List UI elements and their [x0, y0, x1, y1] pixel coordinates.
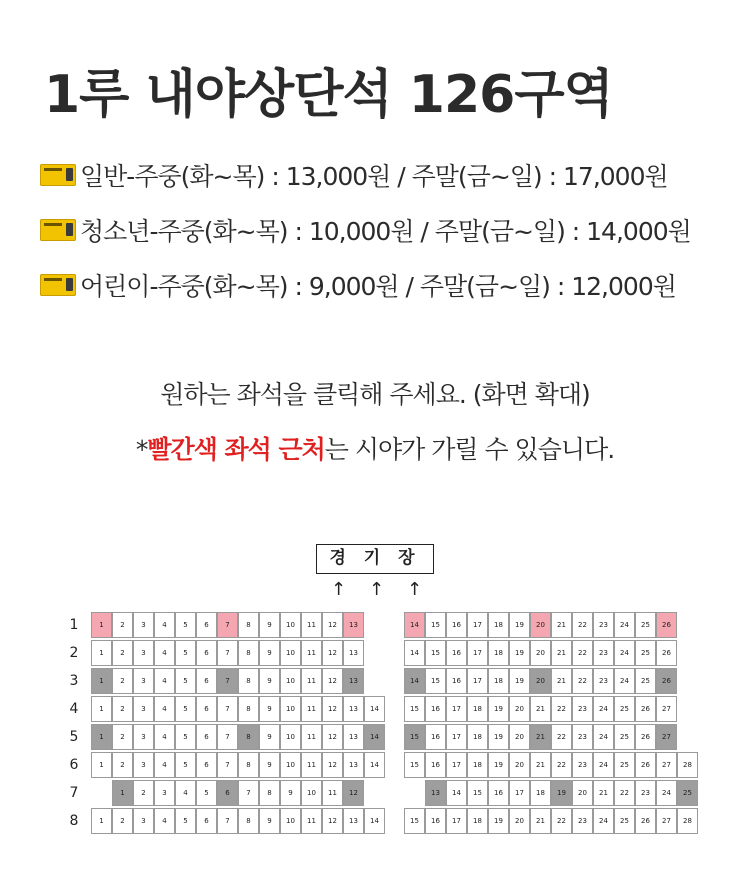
seat-7-4[interactable]: 4 — [175, 780, 196, 806]
seat-4-11[interactable]: 11 — [301, 696, 322, 722]
seat-1-26[interactable]: 26 — [656, 612, 677, 638]
seat-7-11[interactable]: 11 — [322, 780, 343, 806]
seat-8-5[interactable]: 5 — [175, 808, 196, 834]
seat-4-8[interactable]: 8 — [238, 696, 259, 722]
seat-4-5[interactable]: 5 — [175, 696, 196, 722]
seat-6-17[interactable]: 17 — [446, 752, 467, 778]
seat-5-4[interactable]: 4 — [154, 724, 175, 750]
seat-5-5[interactable]: 5 — [175, 724, 196, 750]
seat-5-16[interactable]: 16 — [425, 724, 446, 750]
seat-6-9[interactable]: 9 — [259, 752, 280, 778]
seat-6-15[interactable]: 15 — [404, 752, 425, 778]
seat-6-3[interactable]: 3 — [133, 752, 154, 778]
seat-6-2[interactable]: 2 — [112, 752, 133, 778]
seat-8-9[interactable]: 9 — [259, 808, 280, 834]
seat-7-16[interactable]: 16 — [488, 780, 509, 806]
seat-4-21[interactable]: 21 — [530, 696, 551, 722]
seat-6-8[interactable]: 8 — [238, 752, 259, 778]
seat-7-14[interactable]: 14 — [446, 780, 467, 806]
seat-7-7[interactable]: 7 — [238, 780, 259, 806]
seat-6-21[interactable]: 21 — [530, 752, 551, 778]
seat-8-27[interactable]: 27 — [656, 808, 677, 834]
price-row-youth — [40, 210, 691, 250]
seat-1-1[interactable]: 1 — [91, 612, 112, 638]
seat-4-25[interactable]: 25 — [614, 696, 635, 722]
seat-1-19[interactable]: 19 — [509, 612, 530, 638]
seat-8-10[interactable]: 10 — [280, 808, 301, 834]
seat-1-7[interactable]: 7 — [217, 612, 238, 638]
seat-3-12[interactable]: 12 — [322, 668, 343, 694]
seat-6-22[interactable]: 22 — [551, 752, 572, 778]
seat-5-26[interactable]: 26 — [635, 724, 656, 750]
seat-6-7[interactable]: 7 — [217, 752, 238, 778]
seat-4-3[interactable]: 3 — [133, 696, 154, 722]
seat-5-12[interactable]: 12 — [322, 724, 343, 750]
seat-8-2[interactable]: 2 — [112, 808, 133, 834]
seat-6-18[interactable]: 18 — [467, 752, 488, 778]
seat-1-11[interactable]: 11 — [301, 612, 322, 638]
warning-suffix: 는 시야가 가릴 수 있습니다. — [324, 435, 615, 464]
seat-2-20[interactable]: 20 — [530, 640, 551, 666]
seat-3-24[interactable]: 24 — [614, 668, 635, 694]
seat-7-21[interactable]: 21 — [593, 780, 614, 806]
seat-1-18[interactable]: 18 — [488, 612, 509, 638]
seat-5-27[interactable]: 27 — [656, 724, 677, 750]
seat-7-17[interactable]: 17 — [509, 780, 530, 806]
seat-4-15[interactable]: 15 — [404, 696, 425, 722]
row-label: 8 — [69, 813, 79, 829]
seat-1-23[interactable]: 23 — [593, 612, 614, 638]
seat-7-9[interactable]: 9 — [280, 780, 301, 806]
seat-5-6[interactable]: 6 — [196, 724, 217, 750]
seat-3-15[interactable]: 15 — [425, 668, 446, 694]
seat-8-14[interactable]: 14 — [364, 808, 385, 834]
seat-7-10[interactable]: 10 — [301, 780, 322, 806]
seat-7-2[interactable]: 2 — [133, 780, 154, 806]
seat-4-6[interactable]: 6 — [196, 696, 217, 722]
seat-1-14[interactable]: 14 — [404, 612, 425, 638]
seat-2-7[interactable]: 7 — [217, 640, 238, 666]
seat-2-15[interactable]: 15 — [425, 640, 446, 666]
seat-6-23[interactable]: 23 — [572, 752, 593, 778]
seat-6-1[interactable]: 1 — [91, 752, 112, 778]
seat-3-6[interactable]: 6 — [196, 668, 217, 694]
ticket-icon — [40, 274, 76, 296]
field-arrow-icon: ↑ — [407, 579, 423, 600]
seat-2-1[interactable]: 1 — [91, 640, 112, 666]
seat-7-3[interactable]: 3 — [154, 780, 175, 806]
seat-7-5[interactable]: 5 — [196, 780, 217, 806]
warning-text — [0, 430, 750, 466]
seat-1-6[interactable]: 6 — [196, 612, 217, 638]
seat-3-17[interactable]: 17 — [467, 668, 488, 694]
row-label: 7 — [69, 785, 79, 801]
seat-4-27[interactable]: 27 — [656, 696, 677, 722]
seat-7-12[interactable]: 12 — [343, 780, 364, 806]
seat-1-15[interactable]: 15 — [425, 612, 446, 638]
seat-2-10[interactable]: 10 — [280, 640, 301, 666]
seat-6-11[interactable]: 11 — [301, 752, 322, 778]
seat-4-26[interactable]: 26 — [635, 696, 656, 722]
seat-2-3[interactable]: 3 — [133, 640, 154, 666]
seat-4-10[interactable]: 10 — [280, 696, 301, 722]
seat-1-4[interactable]: 4 — [154, 612, 175, 638]
price-text-child: 어린이-주중(화~목) : 9,000원 / 주말(금~일) : 12,000원 — [80, 272, 676, 301]
seat-1-17[interactable]: 17 — [467, 612, 488, 638]
seat-1-13[interactable]: 13 — [343, 612, 364, 638]
seat-8-16[interactable]: 16 — [425, 808, 446, 834]
row-label: 6 — [69, 757, 79, 773]
seat-4-23[interactable]: 23 — [572, 696, 593, 722]
price-text-adult: 일반-주중(화~목) : 13,000원 / 주말(금~일) : 17,000원 — [80, 162, 668, 191]
seat-8-8[interactable]: 8 — [238, 808, 259, 834]
seat-2-23[interactable]: 23 — [593, 640, 614, 666]
price-row-adult — [40, 155, 668, 195]
seat-2-4[interactable]: 4 — [154, 640, 175, 666]
seat-1-24[interactable]: 24 — [614, 612, 635, 638]
seat-7-24[interactable]: 24 — [656, 780, 677, 806]
seat-5-8[interactable]: 8 — [238, 724, 259, 750]
seat-5-9[interactable]: 9 — [259, 724, 280, 750]
seat-3-23[interactable]: 23 — [593, 668, 614, 694]
seat-6-20[interactable]: 20 — [509, 752, 530, 778]
seat-4-24[interactable]: 24 — [593, 696, 614, 722]
seat-2-2[interactable]: 2 — [112, 640, 133, 666]
seat-2-18[interactable]: 18 — [488, 640, 509, 666]
seat-4-18[interactable]: 18 — [467, 696, 488, 722]
seat-7-23[interactable]: 23 — [635, 780, 656, 806]
seat-3-1[interactable]: 1 — [91, 668, 112, 694]
seat-8-12[interactable]: 12 — [322, 808, 343, 834]
ticket-icon — [40, 219, 76, 241]
seat-1-9[interactable]: 9 — [259, 612, 280, 638]
seat-5-23[interactable]: 23 — [572, 724, 593, 750]
seat-6-27[interactable]: 27 — [656, 752, 677, 778]
seat-7-25[interactable]: 25 — [677, 780, 698, 806]
seat-4-22[interactable]: 22 — [551, 696, 572, 722]
seat-6-28[interactable]: 28 — [677, 752, 698, 778]
seat-4-17[interactable]: 17 — [446, 696, 467, 722]
warning-prefix: * — [135, 435, 148, 464]
seat-1-25[interactable]: 25 — [635, 612, 656, 638]
seat-3-26[interactable]: 26 — [656, 668, 677, 694]
seat-4-9[interactable]: 9 — [259, 696, 280, 722]
warning-highlight: 빨간색 좌석 근처 — [147, 435, 325, 464]
seat-3-16[interactable]: 16 — [446, 668, 467, 694]
seat-2-24[interactable]: 24 — [614, 640, 635, 666]
seat-3-19[interactable]: 19 — [509, 668, 530, 694]
seat-6-19[interactable]: 19 — [488, 752, 509, 778]
seat-2-21[interactable]: 21 — [551, 640, 572, 666]
field-arrow-icon: ↑ — [369, 579, 385, 600]
ticket-icon — [40, 164, 76, 186]
seat-6-13[interactable]: 13 — [343, 752, 364, 778]
seat-4-2[interactable]: 2 — [112, 696, 133, 722]
seat-2-19[interactable]: 19 — [509, 640, 530, 666]
seat-8-20[interactable]: 20 — [509, 808, 530, 834]
seat-4-4[interactable]: 4 — [154, 696, 175, 722]
row-label: 1 — [69, 617, 79, 633]
seat-8-3[interactable]: 3 — [133, 808, 154, 834]
row-label: 4 — [69, 701, 79, 717]
seat-5-10[interactable]: 10 — [280, 724, 301, 750]
seat-2-12[interactable]: 12 — [322, 640, 343, 666]
seat-8-13[interactable]: 13 — [343, 808, 364, 834]
seat-1-12[interactable]: 12 — [322, 612, 343, 638]
instruction-text: 원하는 좌석을 클릭해 주세요. (화면 확대) — [160, 380, 590, 409]
seat-1-3[interactable]: 3 — [133, 612, 154, 638]
seat-6-26[interactable]: 26 — [635, 752, 656, 778]
seat-7-22[interactable]: 22 — [614, 780, 635, 806]
seat-3-4[interactable]: 4 — [154, 668, 175, 694]
page-title: 1루 내야상단석 126구역 — [44, 65, 613, 125]
seat-7-8[interactable]: 8 — [259, 780, 280, 806]
seat-2-14[interactable]: 14 — [404, 640, 425, 666]
price-text-youth: 청소년-주중(화~목) : 10,000원 / 주말(금~일) : 14,000원 — [80, 217, 691, 246]
seat-3-20[interactable]: 20 — [530, 668, 551, 694]
seat-4-16[interactable]: 16 — [425, 696, 446, 722]
seat-5-13[interactable]: 13 — [343, 724, 364, 750]
seat-7-1[interactable]: 1 — [112, 780, 133, 806]
seat-5-17[interactable]: 17 — [446, 724, 467, 750]
seat-8-4[interactable]: 4 — [154, 808, 175, 834]
seat-6-14[interactable]: 14 — [364, 752, 385, 778]
seat-3-18[interactable]: 18 — [488, 668, 509, 694]
seat-3-9[interactable]: 9 — [259, 668, 280, 694]
seat-5-20[interactable]: 20 — [509, 724, 530, 750]
seat-8-1[interactable]: 1 — [91, 808, 112, 834]
seat-8-17[interactable]: 17 — [446, 808, 467, 834]
seat-5-7[interactable]: 7 — [217, 724, 238, 750]
seat-1-2[interactable]: 2 — [112, 612, 133, 638]
seat-4-12[interactable]: 12 — [322, 696, 343, 722]
seat-8-15[interactable]: 15 — [404, 808, 425, 834]
seat-3-25[interactable]: 25 — [635, 668, 656, 694]
seat-3-5[interactable]: 5 — [175, 668, 196, 694]
seat-8-23[interactable]: 23 — [572, 808, 593, 834]
seat-8-7[interactable]: 7 — [217, 808, 238, 834]
seat-3-10[interactable]: 10 — [280, 668, 301, 694]
seat-7-18[interactable]: 18 — [530, 780, 551, 806]
seat-7-20[interactable]: 20 — [572, 780, 593, 806]
seat-3-7[interactable]: 7 — [217, 668, 238, 694]
seat-8-22[interactable]: 22 — [551, 808, 572, 834]
seat-3-14[interactable]: 14 — [404, 668, 425, 694]
seat-1-22[interactable]: 22 — [572, 612, 593, 638]
seat-5-19[interactable]: 19 — [488, 724, 509, 750]
seat-8-28[interactable]: 28 — [677, 808, 698, 834]
seat-1-10[interactable]: 10 — [280, 612, 301, 638]
seat-6-12[interactable]: 12 — [322, 752, 343, 778]
seat-8-19[interactable]: 19 — [488, 808, 509, 834]
seat-5-25[interactable]: 25 — [614, 724, 635, 750]
seat-2-11[interactable]: 11 — [301, 640, 322, 666]
seat-4-13[interactable]: 13 — [343, 696, 364, 722]
seat-2-6[interactable]: 6 — [196, 640, 217, 666]
seat-2-5[interactable]: 5 — [175, 640, 196, 666]
seat-4-20[interactable]: 20 — [509, 696, 530, 722]
row-label: 5 — [69, 729, 79, 745]
seat-1-20[interactable]: 20 — [530, 612, 551, 638]
seat-4-14[interactable]: 14 — [364, 696, 385, 722]
seat-5-15[interactable]: 15 — [404, 724, 425, 750]
seat-6-6[interactable]: 6 — [196, 752, 217, 778]
seat-6-4[interactable]: 4 — [154, 752, 175, 778]
seat-2-26[interactable]: 26 — [656, 640, 677, 666]
seat-5-14[interactable]: 14 — [364, 724, 385, 750]
seat-3-21[interactable]: 21 — [551, 668, 572, 694]
seat-7-6[interactable]: 6 — [217, 780, 238, 806]
seat-1-21[interactable]: 21 — [551, 612, 572, 638]
seat-6-5[interactable]: 5 — [175, 752, 196, 778]
seat-2-25[interactable]: 25 — [635, 640, 656, 666]
seat-3-22[interactable]: 22 — [572, 668, 593, 694]
seat-4-19[interactable]: 19 — [488, 696, 509, 722]
seat-6-16[interactable]: 16 — [425, 752, 446, 778]
row-label: 2 — [69, 645, 79, 661]
seat-6-25[interactable]: 25 — [614, 752, 635, 778]
seat-4-7[interactable]: 7 — [217, 696, 238, 722]
row-label: 3 — [69, 673, 79, 689]
seat-3-8[interactable]: 8 — [238, 668, 259, 694]
seat-5-24[interactable]: 24 — [593, 724, 614, 750]
seat-8-24[interactable]: 24 — [593, 808, 614, 834]
seat-3-13[interactable]: 13 — [343, 668, 364, 694]
seat-4-1[interactable]: 1 — [91, 696, 112, 722]
seat-5-22[interactable]: 22 — [551, 724, 572, 750]
seat-6-10[interactable]: 10 — [280, 752, 301, 778]
price-row-child — [40, 265, 676, 305]
seat-1-16[interactable]: 16 — [446, 612, 467, 638]
seat-5-18[interactable]: 18 — [467, 724, 488, 750]
seat-7-13[interactable]: 13 — [425, 780, 446, 806]
seat-8-6[interactable]: 6 — [196, 808, 217, 834]
seat-8-18[interactable]: 18 — [467, 808, 488, 834]
seat-1-5[interactable]: 5 — [175, 612, 196, 638]
seat-1-8[interactable]: 8 — [238, 612, 259, 638]
seat-2-13[interactable]: 13 — [343, 640, 364, 666]
field-arrow-icon: ↑ — [331, 579, 347, 600]
field-label: 경 기 장 — [316, 544, 434, 574]
seat-5-21[interactable]: 21 — [530, 724, 551, 750]
seat-2-22[interactable]: 22 — [572, 640, 593, 666]
seat-5-3[interactable]: 3 — [133, 724, 154, 750]
seat-2-9[interactable]: 9 — [259, 640, 280, 666]
seat-2-8[interactable]: 8 — [238, 640, 259, 666]
seat-5-11[interactable]: 11 — [301, 724, 322, 750]
seat-5-1[interactable]: 1 — [91, 724, 112, 750]
seat-3-2[interactable]: 2 — [112, 668, 133, 694]
seat-5-2[interactable]: 2 — [112, 724, 133, 750]
seat-6-24[interactable]: 24 — [593, 752, 614, 778]
seat-8-25[interactable]: 25 — [614, 808, 635, 834]
seat-7-19[interactable]: 19 — [551, 780, 572, 806]
seat-2-17[interactable]: 17 — [467, 640, 488, 666]
seat-7-15[interactable]: 15 — [467, 780, 488, 806]
seat-2-16[interactable]: 16 — [446, 640, 467, 666]
seat-8-11[interactable]: 11 — [301, 808, 322, 834]
seat-8-21[interactable]: 21 — [530, 808, 551, 834]
seat-3-3[interactable]: 3 — [133, 668, 154, 694]
seat-8-26[interactable]: 26 — [635, 808, 656, 834]
seat-3-11[interactable]: 11 — [301, 668, 322, 694]
